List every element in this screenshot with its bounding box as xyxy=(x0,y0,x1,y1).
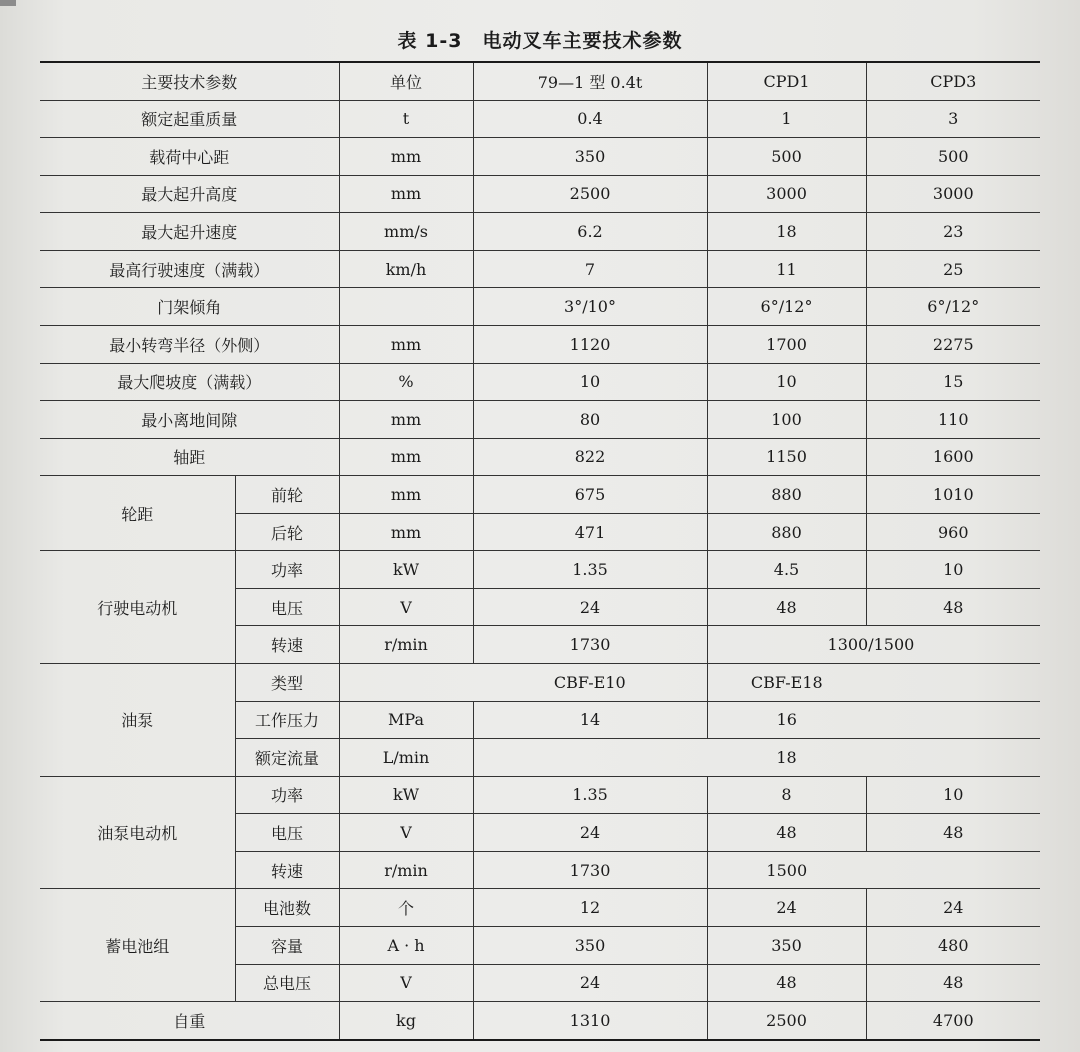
value-cell: 1150 xyxy=(707,438,866,476)
value-cell: 880 xyxy=(707,513,866,551)
value-cell-merged: 1300/1500 xyxy=(707,626,1040,664)
param-cell: 最大爬坡度（满载） xyxy=(40,363,339,401)
value-cell xyxy=(473,739,707,777)
unit-cell: mm/s xyxy=(339,213,473,251)
group-label-battery: 蓄电池组 xyxy=(40,889,235,1002)
value-cell: 880 xyxy=(707,476,866,514)
unit-cell: mm xyxy=(339,175,473,213)
table-row xyxy=(40,438,1040,476)
value-cell: 18 xyxy=(707,213,866,251)
unit-cell: V xyxy=(339,964,473,1002)
value-cell: 471 xyxy=(473,513,707,551)
value-cell: 8 xyxy=(707,776,866,814)
table-row xyxy=(40,138,1040,176)
param-cell: 额定起重质量 xyxy=(40,100,339,138)
table-row xyxy=(40,889,1040,927)
value-cell: 675 xyxy=(473,476,707,514)
param-cell: 最大起升速度 xyxy=(40,213,339,251)
sub-param-cell: 后轮 xyxy=(235,513,339,551)
unit-cell: r/min xyxy=(339,626,473,664)
table-caption: 表 1-3 电动叉车主要技术参数 xyxy=(397,30,683,52)
table-header-row xyxy=(40,62,1040,100)
unit-cell: mm xyxy=(339,138,473,176)
sub-param-cell: 功率 xyxy=(235,551,339,589)
value-cell: 3000 xyxy=(866,175,1040,213)
unit-cell: kg xyxy=(339,1002,473,1040)
unit-cell: kW xyxy=(339,551,473,589)
value-cell: 1120 xyxy=(473,325,707,363)
value-cell: 3 xyxy=(866,100,1040,138)
unit-cell: mm xyxy=(339,476,473,514)
value-cell: 350 xyxy=(707,926,866,964)
sub-param-cell: 电压 xyxy=(235,814,339,852)
table-row xyxy=(40,100,1040,138)
sub-param-cell: 总电压 xyxy=(235,964,339,1002)
value-cell: 24 xyxy=(473,814,707,852)
value-cell: 48 xyxy=(707,964,866,1002)
value-cell: 1730 xyxy=(473,851,707,889)
value-cell: 1.35 xyxy=(473,551,707,589)
value-cell: 822 xyxy=(473,438,707,476)
sub-param-cell: 电池数 xyxy=(235,889,339,927)
unit-cell: L/min xyxy=(339,739,473,777)
table-row xyxy=(40,476,1040,514)
table-row xyxy=(40,175,1040,213)
value-cell: 350 xyxy=(473,926,707,964)
group-label-oil-pump: 油泵 xyxy=(40,664,235,777)
unit-cell: mm xyxy=(339,438,473,476)
param-cell: 最大起升高度 xyxy=(40,175,339,213)
value-cell: 24 xyxy=(473,588,707,626)
table-row xyxy=(40,776,1040,814)
value-cell: 48 xyxy=(866,964,1040,1002)
sub-param-cell: 容量 xyxy=(235,926,339,964)
param-cell: 门架倾角 xyxy=(40,288,339,326)
unit-cell: V xyxy=(339,588,473,626)
header-model-1: 79—1 型 0.4t xyxy=(473,62,707,100)
table-row xyxy=(40,363,1040,401)
unit-cell: kW xyxy=(339,776,473,814)
table-row xyxy=(40,250,1040,288)
table-row xyxy=(40,288,1040,326)
value-cell: 10 xyxy=(707,363,866,401)
value-cell: 6.2 xyxy=(473,213,707,251)
unit-cell: r/min xyxy=(339,851,473,889)
value-cell: 23 xyxy=(866,213,1040,251)
value-cell: 500 xyxy=(866,138,1040,176)
unit-cell: A · h xyxy=(339,926,473,964)
value-cell: 2500 xyxy=(473,175,707,213)
sub-param-cell: 转速 xyxy=(235,851,339,889)
value-cell: 10 xyxy=(866,776,1040,814)
value-cell: 100 xyxy=(707,401,866,439)
value-cell: 48 xyxy=(707,588,866,626)
value-cell xyxy=(866,851,1040,889)
sub-param-cell: 电压 xyxy=(235,588,339,626)
sub-param-cell: 功率 xyxy=(235,776,339,814)
header-unit: 单位 xyxy=(339,62,473,100)
value-cell: 2500 xyxy=(707,1002,866,1040)
unit-cell xyxy=(339,664,473,702)
param-cell: 最小转弯半径（外侧） xyxy=(40,325,339,363)
value-cell: 7 xyxy=(473,250,707,288)
unit-cell: % xyxy=(339,363,473,401)
group-label-drive-motor: 行驶电动机 xyxy=(40,551,235,664)
value-cell: 1.35 xyxy=(473,776,707,814)
sub-param-cell: 额定流量 xyxy=(235,739,339,777)
table-row xyxy=(40,664,1040,702)
table-row xyxy=(40,401,1040,439)
value-cell: 1700 xyxy=(707,325,866,363)
sub-param-cell: 转速 xyxy=(235,626,339,664)
group-label-pump-motor: 油泵电动机 xyxy=(40,776,235,889)
group-label-track: 轮距 xyxy=(40,476,235,551)
value-cell: 24 xyxy=(707,889,866,927)
value-cell: 24 xyxy=(473,964,707,1002)
value-cell: 4.5 xyxy=(707,551,866,589)
value-cell: 1500 xyxy=(707,851,866,889)
value-cell: 48 xyxy=(866,814,1040,852)
value-cell: 1730 xyxy=(473,626,707,664)
value-cell: 24 xyxy=(866,889,1040,927)
param-cell: 最高行驶速度（满载） xyxy=(40,250,339,288)
unit-cell: V xyxy=(339,814,473,852)
unit-cell: mm xyxy=(339,513,473,551)
value-cell: 2275 xyxy=(866,325,1040,363)
unit-cell: km/h xyxy=(339,250,473,288)
value-cell: 500 xyxy=(707,138,866,176)
value-cell: 3000 xyxy=(707,175,866,213)
sub-param-cell: 工作压力 xyxy=(235,701,339,739)
param-cell: 最小离地间隙 xyxy=(40,401,339,439)
value-cell: 48 xyxy=(866,588,1040,626)
value-cell: 4700 xyxy=(866,1002,1040,1040)
value-cell: 1600 xyxy=(866,438,1040,476)
value-cell: 6°/12° xyxy=(707,288,866,326)
value-cell: CBF-E10 xyxy=(473,664,707,702)
value-cell: 11 xyxy=(707,250,866,288)
unit-cell: MPa xyxy=(339,701,473,739)
param-cell: 轴距 xyxy=(40,438,339,476)
value-cell: CBF-E18 xyxy=(707,664,866,702)
value-cell: 10 xyxy=(866,551,1040,589)
value-cell: 10 xyxy=(473,363,707,401)
value-cell: 960 xyxy=(866,513,1040,551)
header-model-3: CPD3 xyxy=(866,62,1040,100)
unit-cell: mm xyxy=(339,325,473,363)
value-cell xyxy=(866,739,1040,777)
unit-cell: 个 xyxy=(339,889,473,927)
value-cell: 3°/10° xyxy=(473,288,707,326)
value-cell: 12 xyxy=(473,889,707,927)
value-cell: 480 xyxy=(866,926,1040,964)
table-row xyxy=(40,213,1040,251)
sub-param-cell: 前轮 xyxy=(235,476,339,514)
unit-cell: mm xyxy=(339,401,473,439)
param-cell: 自重 xyxy=(40,1002,339,1040)
value-cell xyxy=(866,664,1040,702)
unit-cell: t xyxy=(339,100,473,138)
table-row xyxy=(40,551,1040,589)
value-cell: 1010 xyxy=(866,476,1040,514)
value-cell: 48 xyxy=(707,814,866,852)
value-cell: 14 xyxy=(473,701,707,739)
value-cell xyxy=(866,701,1040,739)
value-cell: 1 xyxy=(707,100,866,138)
value-cell: 0.4 xyxy=(473,100,707,138)
value-cell: 16 xyxy=(707,701,866,739)
spec-table xyxy=(40,61,1040,1041)
value-cell: 350 xyxy=(473,138,707,176)
value-cell: 6°/12° xyxy=(866,288,1040,326)
value-cell: 1310 xyxy=(473,1002,707,1040)
table-row xyxy=(40,325,1040,363)
value-cell: 18 xyxy=(707,739,866,777)
table-row xyxy=(40,1002,1040,1040)
param-cell: 载荷中心距 xyxy=(40,138,339,176)
corner-mark xyxy=(0,0,16,6)
value-cell: 15 xyxy=(866,363,1040,401)
header-model-2: CPD1 xyxy=(707,62,866,100)
value-cell: 110 xyxy=(866,401,1040,439)
unit-cell xyxy=(339,288,473,326)
value-cell: 25 xyxy=(866,250,1040,288)
header-param: 主要技术参数 xyxy=(40,62,339,100)
value-cell: 80 xyxy=(473,401,707,439)
sub-param-cell: 类型 xyxy=(235,664,339,702)
